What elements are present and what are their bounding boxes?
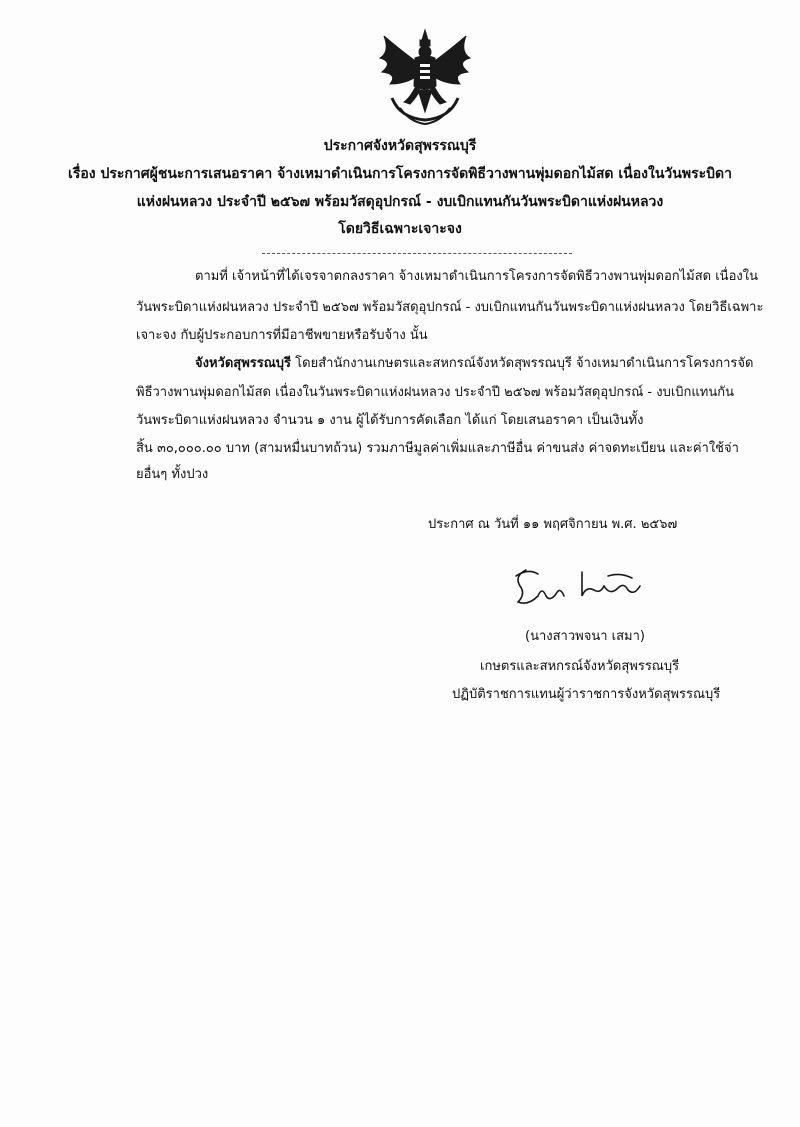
announcement-subject-line2: แห่งฝนหลวง ประจำปี ๒๕๖๗ พร้อมวัสดุอุปกรณ์ - งบเบิกแทนกันวันพระบิดาแห่งฝนหลวง [136, 194, 664, 210]
signatory-acting-position: ปฏิบัติราชการแทนผู้ว่าราชการจังหวัดสุพรรณบุรี [452, 687, 721, 702]
signatory-position: เกษตรและสหกรณ์จังหวัดสุพรรณบุรี [480, 659, 680, 674]
garuda-emblem-icon [370, 28, 480, 128]
body-line [195, 355, 753, 373]
signatory-name: (นางสาวพจนา เสมา) [525, 629, 645, 644]
body-line-text: โดยสำนักงานเกษตรและสหกรณ์จังหวัดสุพรรณบุรี จ้างเหมาดำเนินการโครงการจัด [291, 356, 754, 371]
body-line: วันพระบิดาแห่งฝนหลวง ประจำปี ๒๕๖๗ พร้อมวัสดุอุปกรณ์ - งบเบิกแทนกันวันพระบิดาแห่งฝนหลวง โดยวิธีเฉพาะ [136, 300, 764, 315]
body-line: พิธีวางพานพุ่มดอกไม้สด เนื่องในวันพระบิดาแห่งฝนหลวง ประจำปี ๒๕๖๗ พร้อมวัสดุอุปกรณ์ - งบเบิกแทนกัน [136, 385, 735, 400]
announcement-title: ประกาศจังหวัดสุพรรณบุรี [323, 138, 477, 154]
body-line: ตามที่ เจ้าหน้าที่ได้เจรจาตกลงราคา จ้างเหมาดำเนินการโครงการจัดพิธีวางพานพุ่มดอกไม้สด เนื่องใน [195, 269, 758, 284]
announcement-method: โดยวิธีเฉพาะเจาะจง [338, 221, 462, 237]
dashed-divider [262, 253, 572, 254]
body-line: วันพระบิดาแห่งฝนหลวง จำนวน ๑ งาน ผู้ได้รับการคัดเลือก ได้แก่ โดยเสนอราคา เป็นเงินทั้ง [136, 413, 644, 428]
body-line: สิ้น ๓๐,๐๐๐.๐๐ บาท (สามหมื่นบาทถ้วน) รวมภาษีมูลค่าเพิ่มและภาษีอื่น ค่าขนส่ง ค่าจดทะเบียน และค่าใช้จ่า [136, 441, 739, 456]
body-line: เจาะจง กับผู้ประกอบการที่มีอาชีพขายหรือรับจ้าง นั้น [136, 328, 428, 343]
body-line: ยอื่นๆ ทั้งปวง [136, 467, 209, 482]
handwritten-signature-icon [508, 556, 658, 616]
announcement-date: ประกาศ ณ วันที่ ๑๑ พฤศจิกายน พ.ศ. ๒๕๖๗ [428, 517, 678, 532]
announcement-subject-line1: เรื่อง ประกาศผู้ชนะการเสนอราคา จ้างเหมาดำเนินการโครงการจัดพิธีวางพานพุ่มดอกไม้สด เนื่องในวันพระบิดา [68, 166, 732, 182]
province-name: จังหวัดสุพรรณบุรี [195, 356, 292, 371]
